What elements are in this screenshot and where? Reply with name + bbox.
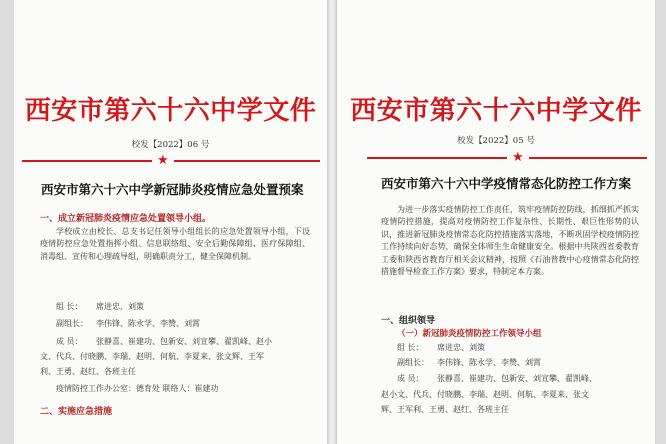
right-members-names-line1: 张静喜、崔建功、包新安、刘宣攀、翟凯峰、 xyxy=(437,374,597,383)
right-document-heading: 西安市第六十六中学疫情常态化防控工作方案 xyxy=(381,176,632,191)
left-section-2-heading: 二、实施应急措施 xyxy=(40,407,113,417)
left-leader-label: 组 长： xyxy=(56,302,83,311)
left-members-names-line1: 张静喜、崔建功、包新安、刘宣攀、翟凯峰、赵小 xyxy=(96,337,272,346)
right-section-1-heading: 一、组织领导 xyxy=(381,316,436,326)
right-members-names-line2: 赵小文、代兵、付晓鹏、李瑞、赵明、何航、李夏来、张文 xyxy=(381,390,589,399)
left-members-names-line3: 利、王勇、赵红、各班主任 xyxy=(40,367,136,376)
right-subsection-1-heading: （一）新冠肺炎疫情防控工作领导小组 xyxy=(397,329,542,339)
right-deputy-label: 副组长： xyxy=(397,358,429,367)
left-members-row xyxy=(56,336,272,348)
left-members-label: 成 员： xyxy=(56,337,83,346)
left-document-heading: 西安市第六十六中学新冠肺炎疫情应急处置预案 xyxy=(41,182,304,197)
right-document-number: 校发【2022】05 号 xyxy=(457,136,535,146)
right-members-label: 成 员： xyxy=(397,374,424,383)
left-red-star-icon: ★ xyxy=(157,153,169,168)
left-deputy-names: 李伟锋、陈永学、李赞、刘霄 xyxy=(96,319,200,328)
left-leader-names: 席进忠、刘策 xyxy=(96,302,144,311)
book-gutter xyxy=(327,0,337,444)
left-members-names-line2: 文、代兵、付晓鹏、李瑞、赵明、何航、李夏来、张文辉、王军 xyxy=(40,352,264,361)
left-red-rule-left xyxy=(22,160,152,162)
right-red-rule-left xyxy=(367,157,507,159)
left-deputy-label: 副组长： xyxy=(56,319,88,328)
right-deputy-names: 李伟锋、陈永学、李赞、刘霄 xyxy=(437,358,541,367)
left-document-title: 西安市第六十六中学文件 xyxy=(24,96,317,126)
right-document-title: 西安市第六十六中学文件 xyxy=(350,96,642,126)
left-intro-paragraph: 学校成立由校长、总支书记任领导小组组长的应急处置领导小组，下设疫情防控应急处置指挥小组、信息联络组、安全后勤保障组、医疗保障组、消毒组、宣传和心理疏导组，明确职责分工，健全保障机制。 xyxy=(40,227,310,261)
left-red-rule-right xyxy=(174,160,320,162)
left-document-number: 校发【2022】06 号 xyxy=(131,140,210,150)
left-deputy-row xyxy=(56,318,200,330)
right-members-names-line3: 辉、王军利、王勇、赵红、各班主任 xyxy=(381,405,509,414)
right-intro-paragraph: 为进一步落实疫情防控工作责任，筑牢疫情防控防线，抓细抓严抓实疫情防控措施，提高对疫情防控工作复杂性、长期性、艰巨性形势的认识，推进新冠肺炎疫情常态化防控措施落实落地，不断巩固学校疫情防控工作持续向好态势，确保全体师生生命健康安全。根据中共陕西省委教育工委和陕西省教育厅相关会议精神，按照《石油普教中心疫情常态化防控措施督导检查工作方案》要求，特制定本方案。 xyxy=(381,205,639,277)
right-red-rule-right xyxy=(529,157,647,159)
right-document-page xyxy=(337,0,655,444)
right-leader-label: 组 长： xyxy=(397,343,424,352)
right-deputy-row xyxy=(397,357,541,369)
right-leader-names: 席进忠、刘策 xyxy=(437,343,485,352)
right-red-star-icon: ★ xyxy=(512,150,524,165)
right-members-row xyxy=(397,373,597,385)
left-document-page xyxy=(14,0,327,444)
left-section-1-heading: 一、成立新冠肺炎疫情应急处置领导小组。 xyxy=(40,214,212,224)
right-leader-row xyxy=(397,342,485,354)
left-office-line: 疫情防控工作办公室：德育处 联络人：崔建功 xyxy=(56,384,219,393)
left-leader-row xyxy=(56,301,144,313)
